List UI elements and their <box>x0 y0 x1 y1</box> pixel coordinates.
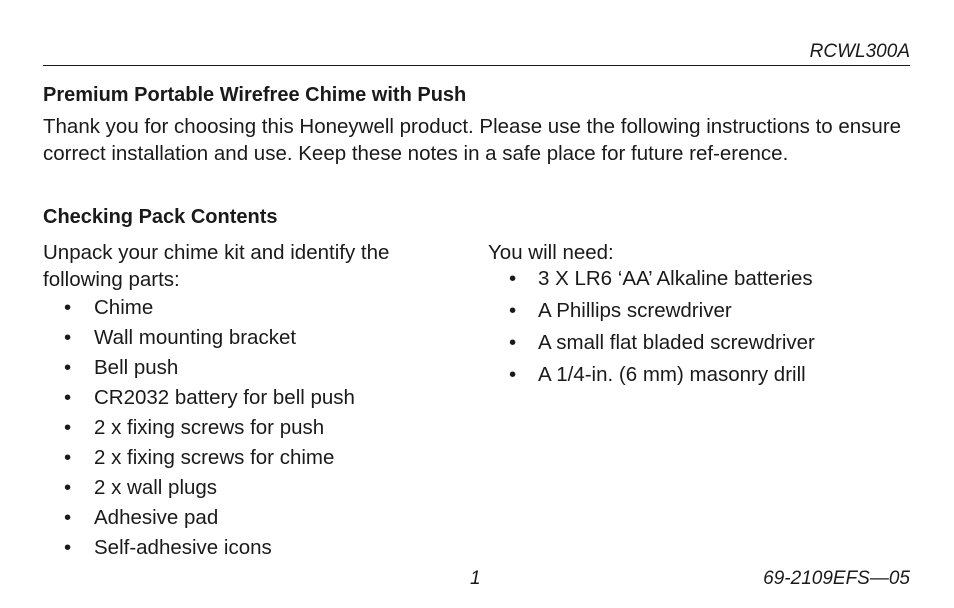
page-number: 1 <box>470 568 481 589</box>
list-item-label: A Phillips screwdriver <box>538 298 732 322</box>
bullet-icon: • <box>64 386 72 409</box>
list-item <box>43 383 463 413</box>
document-number: 69-2109EFS—05 <box>763 568 910 589</box>
parts-column <box>43 240 463 563</box>
bullet-icon: • <box>64 326 72 349</box>
needs-column <box>488 240 908 391</box>
list-item-label: A 1/4-in. (6 mm) masonry drill <box>538 362 806 386</box>
bullet-icon: • <box>64 356 72 379</box>
list-item <box>43 443 463 473</box>
needs-intro: You will need: <box>488 241 614 264</box>
model-number: RCWL300A <box>809 41 910 62</box>
document-title: Premium Portable Wirefree Chime with Push <box>43 84 467 106</box>
parts-intro: Unpack your chime kit and identify the following parts: <box>43 241 390 291</box>
list-item <box>43 293 463 323</box>
list-item-label: Bell push <box>94 356 179 379</box>
list-item <box>488 295 908 327</box>
bullet-icon: • <box>64 536 72 559</box>
bullet-icon: • <box>509 330 517 354</box>
bullet-icon: • <box>64 296 72 319</box>
list-item <box>488 359 908 391</box>
list-item-label: 2 x fixing screws for chime <box>94 446 335 469</box>
list-item-label: Self-adhesive icons <box>94 536 272 559</box>
bullet-icon: • <box>64 506 72 529</box>
bullet-icon: • <box>64 416 72 439</box>
intro-paragraph: Thank you for choosing this Honeywell product. Please use the following instructions to ensure correct installation and use. Keep these notes in a safe place for future ref-erence. <box>43 115 902 165</box>
parts-list <box>43 293 463 563</box>
list-item <box>43 473 463 503</box>
bullet-icon: • <box>509 266 517 290</box>
list-item-label: 3 X LR6 ‘AA’ Alkaline batteries <box>538 266 813 290</box>
list-item <box>43 503 463 533</box>
list-item-label: Adhesive pad <box>94 506 219 529</box>
section-title: Checking Pack Contents <box>43 206 278 228</box>
bullet-icon: • <box>64 446 72 469</box>
list-item-label: A small flat bladed screwdriver <box>538 330 815 354</box>
list-item <box>43 533 463 563</box>
list-item <box>43 413 463 443</box>
list-item-label: Chime <box>94 296 154 319</box>
list-item-label: Wall mounting bracket <box>94 326 297 349</box>
list-item-label: CR2032 battery for bell push <box>94 386 355 409</box>
list-item-label: 2 x fixing screws for push <box>94 416 325 439</box>
needs-list <box>488 263 908 391</box>
bullet-icon: • <box>509 298 517 322</box>
bullet-icon: • <box>509 362 517 386</box>
list-item <box>488 327 908 359</box>
list-item <box>43 323 463 353</box>
header-rule <box>43 65 910 66</box>
list-item <box>43 353 463 383</box>
list-item <box>488 263 908 295</box>
bullet-icon: • <box>64 476 72 499</box>
list-item-label: 2 x wall plugs <box>94 476 218 499</box>
